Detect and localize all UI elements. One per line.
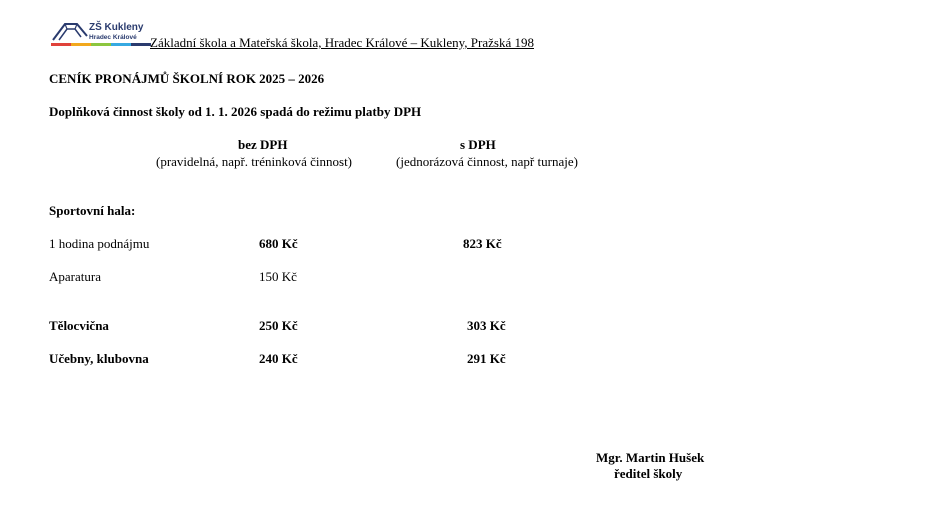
column-note-without-vat: (pravidelná, např. tréninková činnost): [156, 154, 353, 169]
logo-color-stripes: [51, 43, 151, 46]
row-price-without-vat: 250 Kč: [259, 318, 298, 333]
school-header: Základní škola a Mateřská škola, Hradec Králové – Kukleny, Pražská 198: [150, 35, 534, 50]
row-price-without-vat: 150 Kč: [259, 269, 297, 284]
page-title: CENÍK PRONÁJMŮ ŠKOLNÍ ROK 2025 – 2026: [49, 71, 325, 86]
row-price-with-vat: 823 Kč: [463, 236, 502, 251]
row-name: 1 hodina podnájmu: [49, 236, 150, 251]
column-header-without-vat: bez DPH: [238, 137, 288, 152]
signature-role: ředitel školy: [614, 466, 683, 481]
row-name: Aparatura: [49, 269, 101, 284]
school-logo: [51, 20, 151, 48]
row-name: Tělocvična: [49, 318, 109, 333]
logo-school-name: ZŠ Kukleny: [89, 22, 144, 33]
row-price-without-vat: 240 Kč: [259, 351, 298, 366]
column-note-with-vat: (jednorázová činnost, např turnaje): [396, 154, 578, 169]
vat-notice: Doplňková činnost školy od 1. 1. 2026 spadá do režimu platby DPH: [49, 104, 422, 119]
section-label-sports-hall: Sportovní hala:: [49, 203, 136, 218]
row-price-without-vat: 680 Kč: [259, 236, 298, 251]
signature-name: Mgr. Martin Hušek: [596, 450, 705, 465]
school-building-icon: [51, 20, 89, 42]
logo-city: Hradec Králové: [89, 34, 137, 41]
row-name: Učebny, klubovna: [49, 351, 149, 366]
column-header-with-vat: s DPH: [460, 137, 496, 152]
row-price-with-vat: 303 Kč: [467, 318, 506, 333]
row-price-with-vat: 291 Kč: [467, 351, 506, 366]
